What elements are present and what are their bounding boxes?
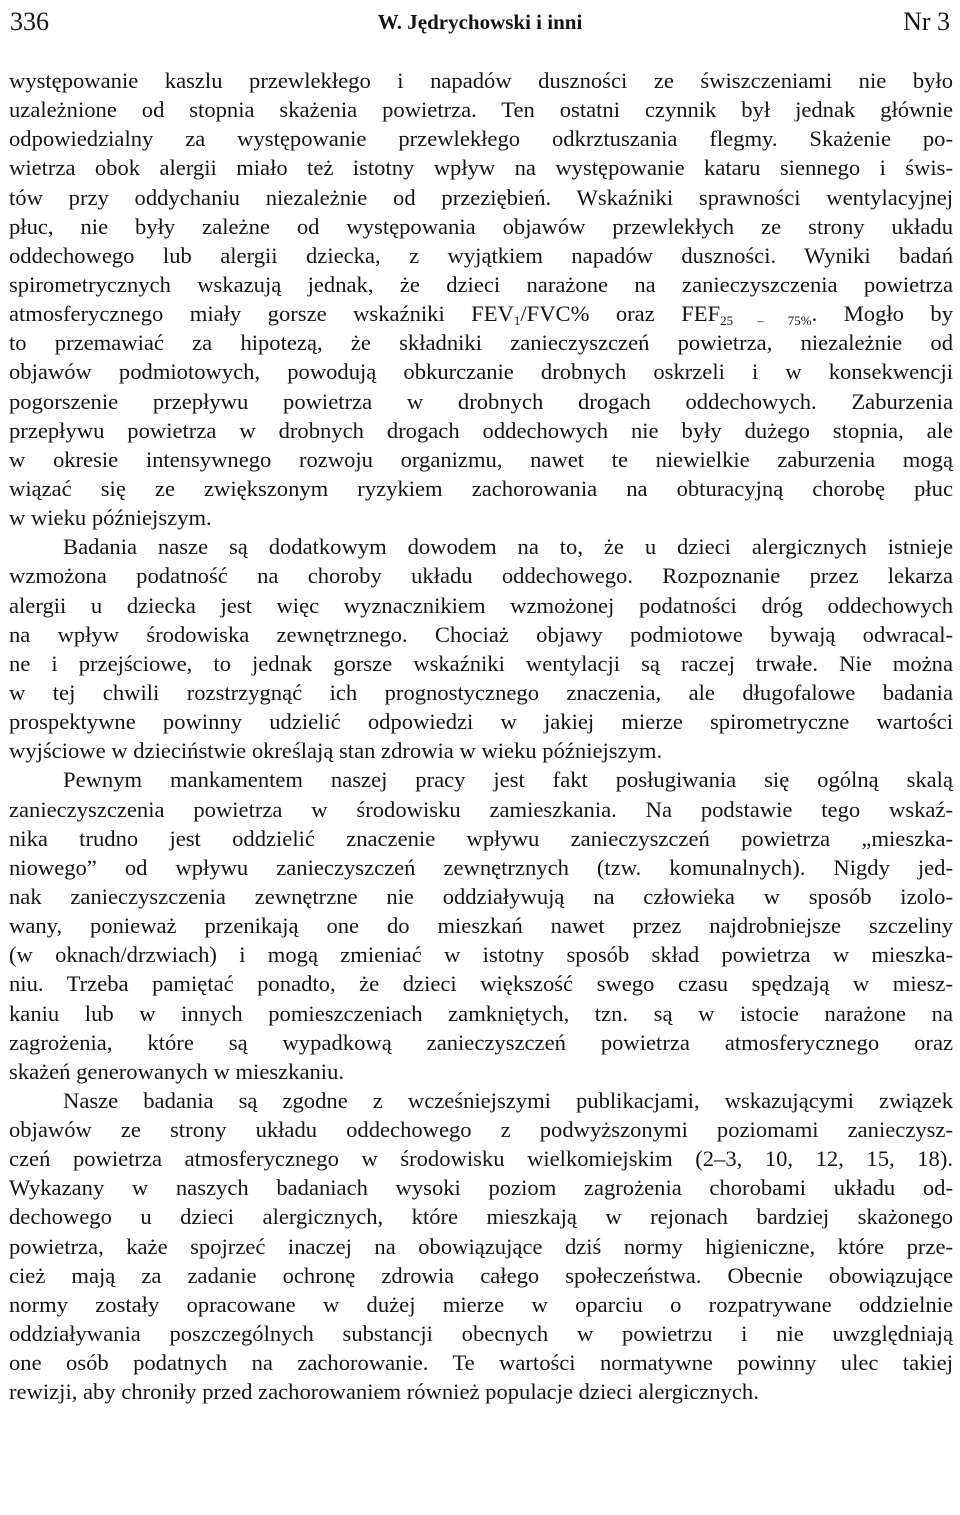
text-line: alergii u dziecka jest więc wyznacznikiem wzmożonej podatności dróg oddechowych [9, 592, 953, 618]
text-line: one osób podatnych na zachorowanie. Te wartości normatywne powinny ulec takiej [9, 1350, 953, 1376]
subscript: 1 [513, 313, 521, 329]
text-line: powietrza, każe spojrzeć inaczej na obowiązujące dziś normy higieniczne, które prze- [9, 1233, 953, 1259]
running-authors: W. Jędrychowski i inni [377, 10, 583, 34]
text-line: prospektywne powinny udzielić odpowiedzi w jakiej mierze spirometryczne wartości [9, 709, 953, 735]
text-fragment: /FVC% oraz FEF [520, 301, 721, 327]
text-line: kaniu lub w innych pomieszczeniach zamkniętych, tzn. są w istocie narażone na [9, 1000, 953, 1026]
subscript: 25 – 75% [720, 313, 812, 329]
text-line: wyjściowe w dzieciństwie określają stan zdrowia w wieku późniejszym. [9, 738, 663, 764]
text-line: Pewnym mankamentem naszej pracy jest fakt posługiwania się ogólną skalą [63, 767, 953, 793]
text-line: objawów ze strony układu oddechowego z podwyższonymi poziomami zanieczysz- [9, 1117, 953, 1143]
text-line: wany, ponieważ przenikają one do mieszkań nawet przez najdrobniejsze szczeliny [9, 913, 953, 939]
text-line: normy zostały opracowane w dużej mierze w oparciu o rozpatrywane oddzielnie [9, 1291, 953, 1317]
text-fragment: . Mogło by [811, 301, 954, 327]
issue-number: Nr 3 [903, 7, 950, 36]
text-line: nika trudno jest oddzielić znaczenie wpływu zanieczyszczeń powietrza „mieszka- [9, 825, 953, 851]
text-line: rewizji, aby chroniły przed zachorowaniem również populacje dzieci alergicznych. [9, 1379, 759, 1405]
text-line: ne i przejściowe, to jednak gorsze wskaźniki wentylacji są raczej trwałe. Nie można [9, 650, 953, 676]
text-line: wietrza obok alergii miało też istotny wpływ na występowanie kataru siennego i świs- [9, 155, 953, 181]
text-line: to przemawiać za hipotezą, że składniki zanieczyszczeń powietrza, niezależnie od [9, 330, 953, 356]
running-header [10, 6, 950, 38]
text-line: płuc, nie były zależne od występowania objawów przewlekłych ze strony układu [9, 213, 953, 239]
text-line: w wieku późniejszym. [9, 505, 212, 531]
text-line: Badania nasze są dodatkowym dowodem na to, że u dzieci alergicznych istnieje [63, 534, 953, 560]
text-line: oddziaływania poszczególnych substancji obecnych w powietrzu i nie uwzględniają [9, 1321, 953, 1347]
text-line: Wykazany w naszych badaniach wysoki poziom zagrożenia chorobami układu od- [9, 1175, 953, 1201]
text-line: zanieczyszczenia powietrza w środowisku zamieszkania. Na podstawie tego wskaź- [9, 796, 953, 822]
text-line: niu. Trzeba pamiętać ponadto, że dzieci większość swego czasu spędzają w miesz- [9, 971, 953, 997]
text-line: nak zanieczyszczenia zewnętrzne nie oddziaływują na człowieka w sposób izolo- [9, 883, 953, 909]
text-line: uzależnione od stopnia skażenia powietrza. Ten ostatni czynnik był jednak głównie [9, 97, 953, 123]
text-line: występowanie kaszlu przewlekłego i napadów duszności ze świszczeniami nie było [9, 68, 953, 93]
text-line: dechowego u dzieci alergicznych, które mieszkają w rejonach bardziej skażonego [9, 1204, 953, 1230]
text-line: niowego” od wpływu zanieczyszczeń zewnętrznych (tzw. komunalnych). Nigdy jed- [9, 854, 953, 880]
text-line: skażeń generowanych w mieszkaniu. [9, 1058, 345, 1084]
text-fragment: atmosferycznego miały gorsze wskaźniki FEV [9, 301, 514, 327]
text-line: objawów podmiotowych, powodują obkurczanie drobnych oskrzeli i w konsekwencji [9, 359, 953, 385]
text-line: wzmożona podatność na choroby układu oddechowego. Rozpoznanie przez lekarza [9, 563, 953, 589]
text-line: wiązać się ze zwiększonym ryzykiem zachorowania na obturacyjną chorobę płuc [9, 475, 953, 501]
text-line: tów przy oddychaniu niezależnie od przeziębień. Wskaźniki sprawności wentylacyjnej [9, 184, 953, 210]
text-line: w okresie intensywnego rozwoju organizmu, nawet te niewielkie zaburzenia mogą [9, 446, 953, 472]
text-line [9, 299, 953, 328]
text-line: przepływu powietrza w drobnych drogach oddechowych nie były dużego stopnia, ale [9, 417, 953, 443]
text-line: zagrożenia, które są wypadkową zanieczyszczeń powietrza atmosferycznego oraz [9, 1029, 953, 1055]
text-line: pogorszenie przepływu powietrza w drobnych drogach oddechowych. Zaburzenia [9, 388, 953, 414]
text-line: Nasze badania są zgodne z wcześniejszymi publikacjami, wskazującymi związek [63, 1087, 953, 1113]
text-line: czeń powietrza atmosferycznego w środowisku wielkomiejskim (2–3, 10, 12, 15, 18). [9, 1146, 953, 1172]
text-line: w tej chwili rozstrzygnąć ich prognostycznego znaczenia, ale długofalowe badania [9, 679, 953, 705]
text-line: (w oknach/drzwiach) i mogą zmieniać w istotny sposób skład powietrza w mieszka- [9, 942, 953, 968]
text-line: spirometrycznych wskazują jednak, że dzieci narażone na zanieczyszczenia powietrza [9, 271, 953, 297]
text-line: na wpływ środowiska zewnętrznego. Chociaż objawy podmiotowe bywają odwracal- [9, 621, 953, 647]
text-line: odpowiedzialny za występowanie przewlekłego odkrztuszania flegmy. Skażenie po- [9, 126, 953, 152]
text-line: oddechowego lub alergii dziecka, z wyjątkiem napadów duszności. Wyniki badań [9, 242, 953, 268]
page-number: 336 [10, 7, 49, 36]
article-body [9, 66, 953, 1406]
text-line: cież mają za zadanie ochronę zdrowia całego społeczeństwa. Obecnie obowiązujące [9, 1262, 953, 1288]
